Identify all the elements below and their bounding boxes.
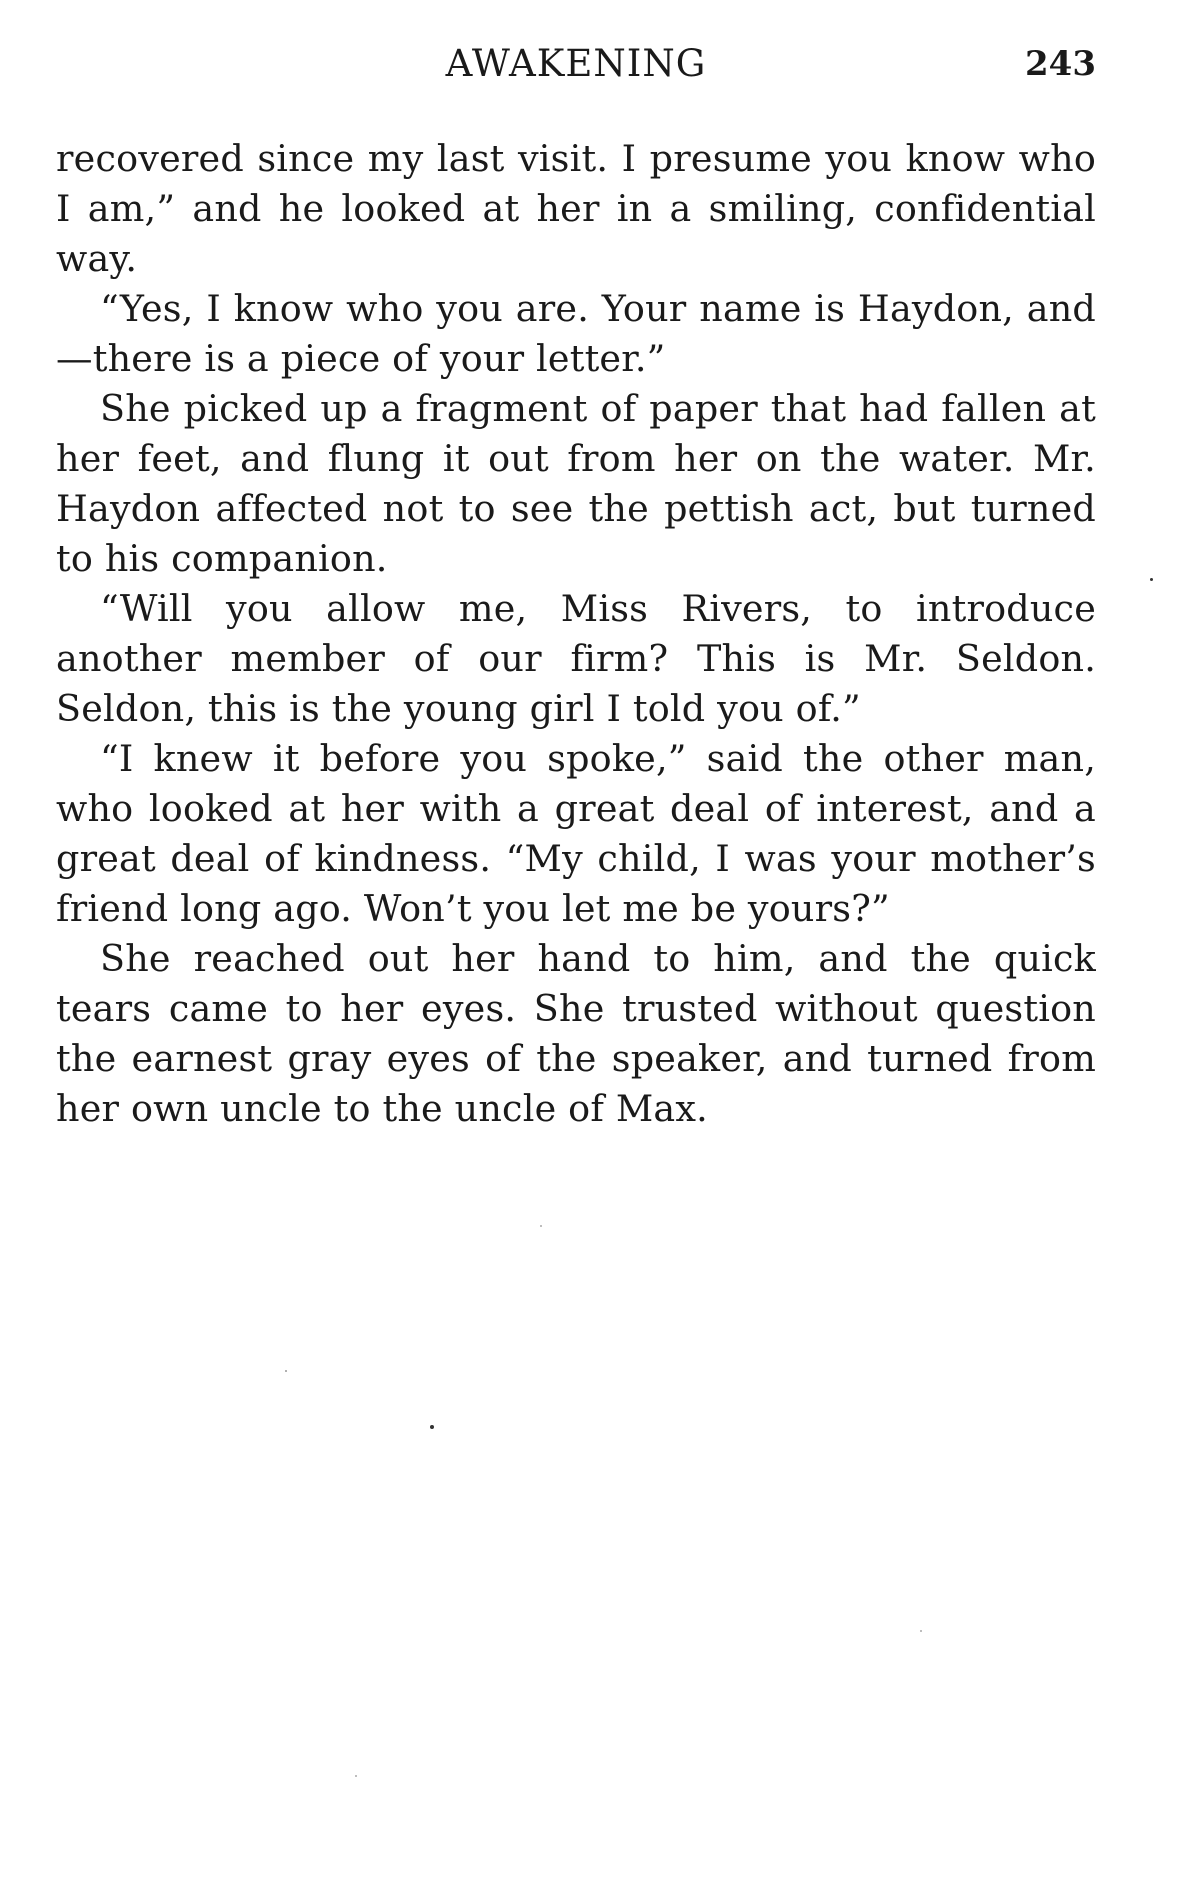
scan-speck [285,1370,287,1372]
scan-speck [430,1425,434,1429]
scan-speck [920,1630,922,1632]
paragraph-1: recovered since my last visit. I presume you know who I am,” and he looked at her in a smiling, confidential way. [56,137,1096,280]
scan-speck [540,1225,542,1227]
paragraph-2: “Yes, I know who you are. Your name is Haydon, and—there is a piece of your letter.” [56,287,1096,380]
body-text [56,134,1096,1134]
scan-speck [1150,578,1153,581]
paragraph-5: “I knew it before you spoke,” said the other man, who looked at her with a great deal of interest, and a great deal of kindness. “My child, I was your mother’s friend long ago. Won’t you let me be yours?” [56,737,1096,930]
page-number: 243 [1025,44,1096,84]
paragraph-6: She reached out her hand to him, and the quick tears came to her eyes. She trusted without question the earnest gray eyes of the speaker, and turned from her own uncle to the uncle of Max. [56,937,1096,1130]
scan-speck [355,1775,357,1777]
paragraph-4: “Will you allow me, Miss Rivers, to introduce another member of our firm? This is Mr. Seldon. Seldon, this is the young girl I told you of.” [56,587,1096,730]
running-title: AWAKENING [445,42,707,85]
running-head [56,38,1096,90]
paragraph-3: She picked up a fragment of paper that had fallen at her feet, and flung it out from her on the water. Mr. Haydon affected not to see the pettish act, but turned to his companion. [56,387,1096,580]
